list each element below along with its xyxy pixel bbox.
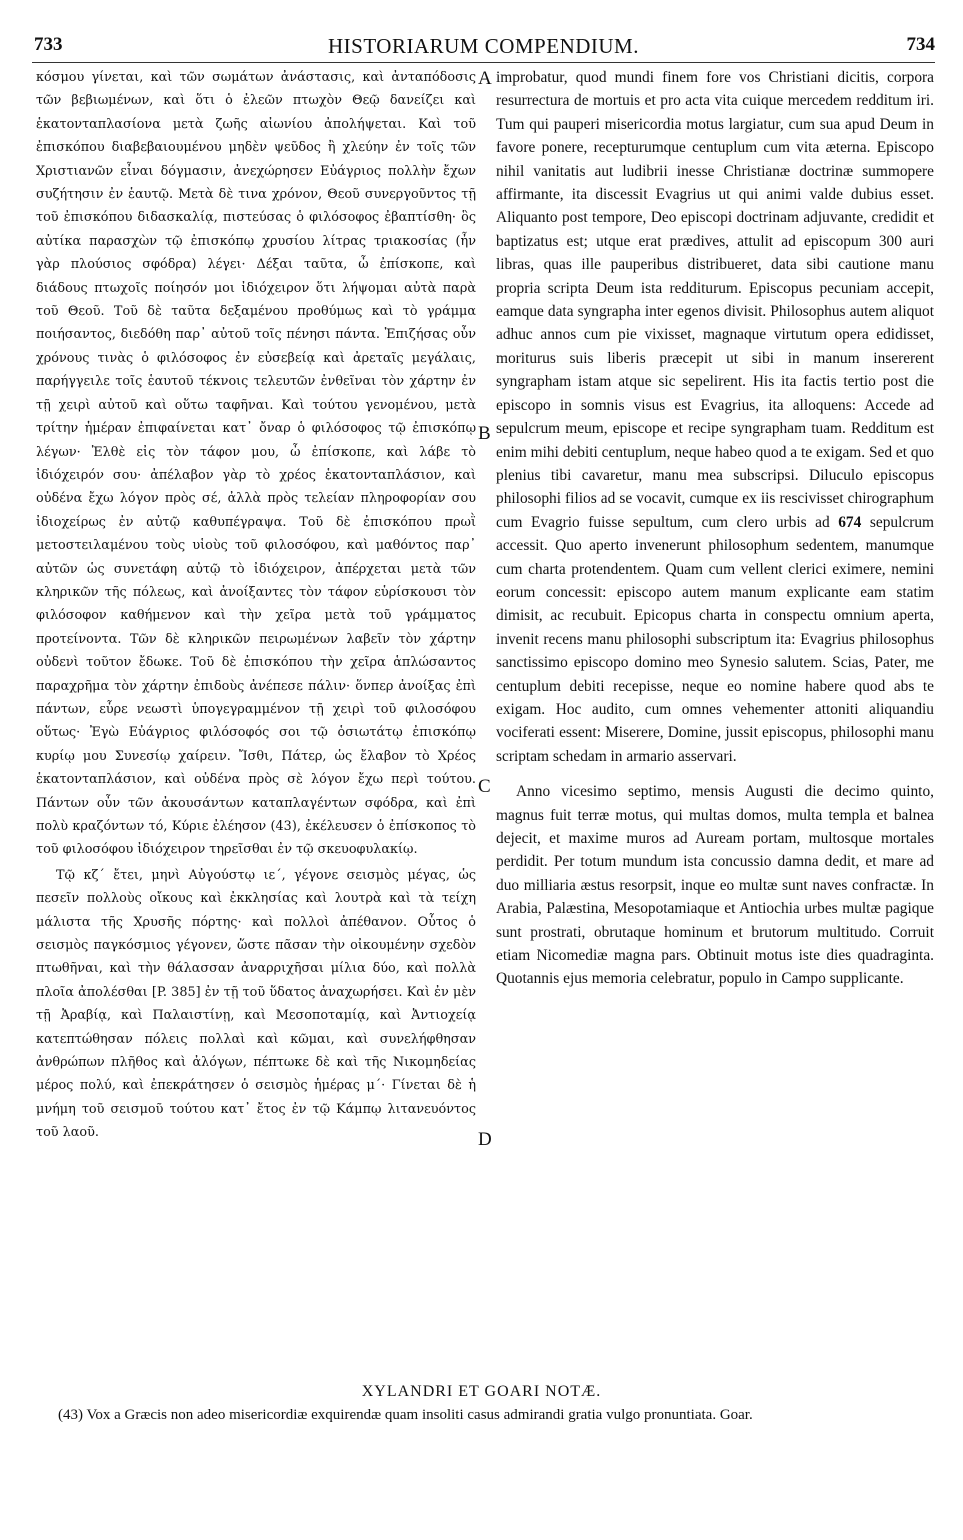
latin-paragraph-1a: improbatur, quod mundi finem fore vos Christiani dicitis, corpora resurrectura de mortuis et pro acta vita cuique mercedem redditum iri. Tum qui pauperi misericordia motus largiatur, cum sua apud Deum in favore ponere, recepturumque centuplum cum vita æterna. Episcopo nihil vanitatis aut ludibrii inesse Christianæ doctrinæ summopere affirmante, ita discessit Evagrius ut qui animi valde dubius esset. Aliquanto post tempore, Deo episcopi doctrinam adjuvante, credidit et baptizatus est; utque erat prædives, attulit ad episcopum 300 auri libras, quas ille pauperibus distribueret, data sibi cautione manu propria scripta Deum ista redditurum. Episcopus pecuniam accepit, eamque data syngrapha inter egenos divisit. Philosophus autem aliquot adhuc annos cum pie vixisset, magnaque virtutum opera edidisset, moriturus suis liberis præcepit ut sibi in manum insererent syngrapham istam atque sic sepelirent. His ita factis tertio post die episcopo in somnis visus est Evagrius, ita alloquens: Accede ad sepulcrum meum, episcope et recipe syngrapham tuam. Redditum est enim mihi debiti centuplum, neque habeo quod a te exigam. Sed et quo plenius tibi cavaretur, manu mea subscripsi. Diluculo episcopus philosophi filios ad se vocavit, cumque ex iis rescivisset chirographum cum Evagrio fuisse sepultum, cum clero urbis ad (496, 69, 934, 531)
header-rule (32, 62, 935, 63)
latin-paragraph-2: Anno vicesimo septimo, mensis Augusti die decimo quinto, magnus fuit terræ motus, qui multas domos, multa templa et balnea dejecit, et maxime muros ad Auream portam, multosque mortales perdidit. Per totum mundum ista concussio damna dedit, et mare ad duo milliaria æstus resorpsit, inque eo multæ sunt naves confractæ. In Arabia, Palæstina, Mesopotamiaque et Antiochia urbes multæ pagique sunt prostrati, obrutaque hominum et brutorum multitudo. Corruit etiam Nicomediæ magna pars. Obtinuit motus iste dies quadraginta. Quotannis ejus memoria celebratur, populo in Campo supplicante. (496, 783, 934, 988)
latin-paragraph-1 (496, 66, 934, 768)
footnote-43: (43) Vox a Græcis non adeo misericordiæ exquirendæ quam insoliti casus admirandi gratia vulgo pronuntiata. Goar. (58, 1407, 753, 1423)
margin-marker-d: D (478, 1129, 492, 1150)
column-number: 674 (838, 513, 862, 531)
greek-paragraph-1: κόσμου γίνεται, καὶ τῶν σωμάτων ἀνάστασις, καὶ ἀνταπόδοσις τῶν βεβιωμένων, καὶ ὅτι ὁ ἐλεῶν πτωχὸν Θεῷ δανείζει καὶ ἑκατονταπλασίονα μετὰ ζωῆς αἰωνίου ἀπολήψεται. Καὶ τοῦ ἐπισκόπου διαβεβαιουμένου μηδὲν ψεῦδος ἢ χλεύην ἐν τοῖς τῶν Χριστιανῶν εἶναι δόγμασιν, ἀνεχώρησεν Εὐάγριος πολλὴν ἔχων συζήτησιν ἐν ἑαυτῷ. Μετὰ δὲ τινα χρόνον, Θεοῦ συνεργοῦντος τῇ τοῦ ἐπισκόπου διδασκαλίᾳ, πιστεύσας ὁ φιλόσοφος ἐβαπτίσθη· ὃς αὐτίκα παρασχὼν τῷ ἐπισκόπῳ χρυσίου λίτρας τριακοσίας (ἦν γὰρ πλούσιος σφόδρα) λέγει· Δέξαι ταῦτα, ὦ ἐπίσκοπε, καὶ διάδους πτωχοῖς ποίησόν μοι ἰδιόχειρον ὅτι λήψομαι αὐτὰ παρὰ τοῦ Θεοῦ. Τοῦ δὲ ταῦτα δεξαμένου προθύμως καὶ τὸ γράμμα ποιήσαντος, διεδόθη παρ᾽ αὐτοῦ τοῖς πένησι πάντα. Ἐπιζήσας οὖν χρόνους τινὰς ὁ φιλόσοφος ἐν εὐσεβείᾳ καὶ ἀρεταῖς μεγάλαις, παρήγγειλε τοῖς ἑαυτοῦ τέκνοις τελευτῶν ἐνθεῖναι τὸν χάρτην ἐν τῇ χειρὶ αὐτοῦ καὶ οὕτω ταφῆναι. Καὶ τούτου γενομένου, μετὰ τρίτην ἡμέραν ἐπιφαίνεται κατ᾽ ὄναρ ὁ φιλόσοφος τῷ ἐπισκόπῳ λέγων· Ἐλθὲ εἰς τὸν τάφον μου, ὦ ἐπίσκοπε, καὶ λάβε τὸ ἰδιόχειρόν σου· ἀπέλαβον γὰρ τὸ χρέος ἑκατονταπλάσιον, καὶ οὐδένα ἔχω λόγον πρὸς σέ, ἀλλὰ πρὸς τελείαν πληροφορίαν σου ἰδιοχείρως ἐν αὐτῷ καθυπέγραψα. Τοῦ δὲ ἐπισκόπου πρωῒ μετοστειλαμένου τοὺς υἱοὺς τοῦ φιλοσόφου, καὶ μαθόντος παρ᾽ αὐτῶν ὡς συνετάφη αὐτῷ τὸ ἰδιόχειρον, ἀπέρχεται μετὰ τῶν κληρικῶν τῆς πόλεως, καὶ ἀνοίξαντες τὸν τάφον εὑρίσκουσι τὸν φιλόσοφον καθήμενον καὶ τὴν χεῖρα μετὰ τοῦ γράμματος προτείνοντα. Τῶν δὲ κληρικῶν πειρωμένων λαβεῖν τὸν χάρτην οὐδενὶ τοῦτον ἔδωκε. Τοῦ δὲ ἐπισκόπου τὴν χεῖρα ἁπλώσαντος παραχρῆμα τὸν χάρτην ἐπιδοὺς ἀνέπεσε πάλιν· ὅνπερ ἀνοίξας ἐπὶ πάντων, εὗρε νεωστὶ ὑπογεγραμμένον τῇ χειρὶ τοῦ φιλοσόφου οὕτως· Ἐγὼ Εὐάγριος φιλόσοφός σοι τῷ ὁσιωτάτῳ ἐπισκόπῳ κυρίῳ μου Συνεσίῳ χαίρειν. Ἴσθι, Πάτερ, ὡς ἔλαβον τὸ Χρέος ἑκατονταπλάσιον, καὶ οὐδένα πρὸς σὲ λόγον ἔχω περὶ τούτου. Πάντων οὖν τῶν ἀκουσάντων καταπλαγέντων σφόδρα, καὶ ἐπὶ πολὺ κραζόντων τό, Κύριε ἐλέησον (43), ἐκέλευσεν ὁ ἐπίσκοπος τὸ τοῦ φιλοσόφου ἰδιόχειρον τηρεῖσθαι ἐν τῷ σκευοφυλακίῳ. (36, 70, 476, 858)
latin-column (496, 66, 934, 991)
latin-paragraph-1b: sepulcrum accessit. Quo aperto invenerunt philosophum sedentem, manumque cum charta protendentem. Quam cum vellent clerici eximere, nemini eorum concessit: episcopo autem manum explicante eam statim dimisit, ac recubuit. Epicopus charta in conspectu omnium aperta, invenit recens manu philosophi subscriptum ita: Evagrius philosophus sanctissimo episcopo domino meo Synesio salutem. Scias, Pater, me centuplum debiti recepisse, neque eo nomine habere quod abs te exigam. Hoc audito, cum omnes vehementer attoniti aliquandiu vociferati essent: Miserere, Domine, jussit episcopus, philosophi manu scriptam schedam in armario asservari. (496, 513, 934, 765)
margin-marker-b: B (478, 423, 491, 444)
greek-column (36, 66, 476, 1145)
left-page-number: 733 (34, 34, 63, 55)
running-title: HISTORIARUM COMPENDIUM. (328, 34, 639, 58)
margin-marker-c: C (478, 776, 491, 797)
margin-marker-a: A (478, 68, 492, 89)
greek-paragraph-2: Τῷ κζ´ ἔτει, μηνὶ Αὐγούστῳ ιε´, γέγονε σεισμὸς μέγας, ὡς πεσεῖν πολλοὺς οἴκους καὶ ἐκκλησίας καὶ λουτρὰ καὶ τὰ τείχη μάλιστα τῆς Χρυσῆς πόρτης· καὶ πολλοὶ ἀπέθανον. Οὗτος ὁ σεισμὸς παγκόσμιος γέγονεν, ὥστε πᾶσαν τὴν οἰκουμένην σχεδὸν πτωθῆναι, καὶ τὴν θάλασσαν ἀναρριχῆσαι μίλια δύο, καὶ πολλὰ πλοῖα ἀπολέσθαι [P. 385] ἐν τῇ τοῦ ὕδατος ἀναχωρήσει. Καὶ ἐν μὲν τῇ Ἀραβίᾳ, καὶ Παλαιστίνῃ, καὶ Μεσοποταμίᾳ, καὶ Ἀντιοχείᾳ κατεπτώθησαν πόλεις πολλαὶ καὶ κῶμαι, καὶ συνελήφθησαν ἀνθρώπων πλῆθος καὶ ἀλόγων, πέπτωκε δὲ καὶ τῆς Νικομηδείας μέρος πολύ, καὶ ἐπεκράτησεν ὁ σεισμὸς ἡμέρας μ´· Γίνεται δὲ ἡ μνήμη τοῦ σεισμοῦ τούτου κατ᾽ ἔτος ἐν τῷ Κάμπῳ λιτανευόντος τοῦ λαοῦ. (36, 867, 476, 1141)
notes-title: XYLANDRI ET GOARI NOTÆ. (361, 1383, 602, 1400)
right-page-number: 734 (906, 34, 935, 55)
page-header (32, 34, 935, 64)
